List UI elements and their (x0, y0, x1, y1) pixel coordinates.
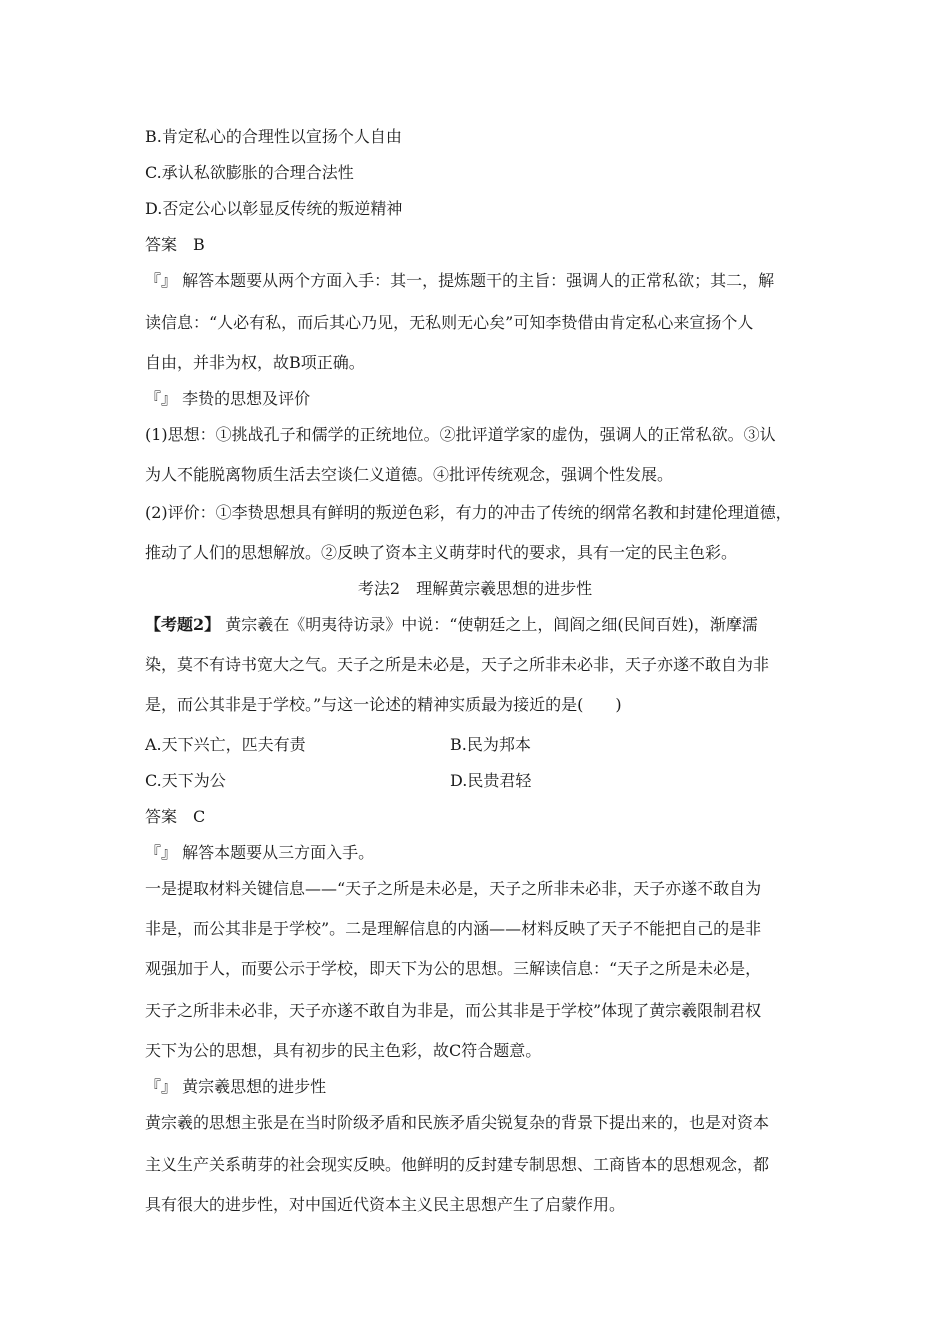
analysis-intro: 『』 解答本题要从三方面入手。 (145, 843, 375, 862)
analysis-line: 天子之所非未必非，天子亦遂不敢自为非是，而公其非是于学校”体现了黄宗羲限制君权 (145, 1001, 762, 1020)
question-stem-line: 是，而公其非是于学校。”与这一论述的精神实质最为接近的是( ) (145, 695, 622, 714)
option-a: A.天下兴亡，匹夫有责 (145, 735, 306, 754)
option-d: D.否定公心以彰显反传统的叛逆精神 (145, 199, 403, 218)
extension-line: 黄宗羲的思想主张是在当时阶级矛盾和民族矛盾尖锐复杂的背景下提出来的，也是对资本 (145, 1113, 770, 1132)
question-stem-text: 黄宗羲在《明夷待访录》中说：“使朝廷之上，闾阎之细(民间百姓)，渐摩濡 (220, 615, 758, 634)
extension-line: 为人不能脱离物质生活去空谈仁义道德。④批评传统观念，强调个性发展。 (145, 465, 674, 484)
option-c: C.天下为公 (145, 771, 226, 790)
analysis-line: 天下为公的思想，具有初步的民主色彩，故C符合题意。 (145, 1041, 542, 1060)
extension-line: 具有很大的进步性，对中国近代资本主义民主思想产生了启蒙作用。 (145, 1195, 626, 1214)
extension-line: (1)思想：①挑战孔子和儒学的正统地位。②批评道学家的虚伪，强调人的正常私欲。③认 (145, 425, 776, 444)
analysis-line: 非是，而公其非是于学校”。二是理解信息的内涵——材料反映了天子不能把自己的是非 (145, 919, 762, 938)
extension-line: (2)评价：①李贽思想具有鲜明的叛逆色彩，有力的冲击了传统的纲常名教和封建伦理道德， (145, 503, 792, 522)
options-row (145, 734, 845, 756)
extension-line: 推动了人们的思想解放。②反映了资本主义萌芽时代的要求，具有一定的民主色彩。 (145, 543, 738, 562)
options-row (145, 770, 845, 792)
option-c: C.承认私欲膨胀的合理合法性 (145, 163, 354, 182)
analysis-line: 自由，并非为权，故B项正确。 (145, 353, 365, 372)
extension-line: 主义生产关系萌芽的社会现实反映。他鲜明的反封建专制思想、工商皆本的思想观念，都 (145, 1155, 770, 1174)
option-b: B.肯定私心的合理性以宣扬个人自由 (145, 127, 402, 146)
option-d: D.民贵君轻 (450, 771, 532, 790)
section-title: 考法2 理解黄宗羲思想的进步性 (357, 579, 593, 598)
answer-line: 答案 C (145, 807, 206, 826)
answer-line: 答案 B (145, 235, 205, 254)
question-stem-line (145, 614, 758, 636)
extension-title: 『』 黄宗羲思想的进步性 (145, 1077, 327, 1096)
question-label: 【考题2】 (145, 615, 221, 634)
analysis-line: 一是提取材料关键信息——“天子之所是未必是，天子之所非未必非，天子亦遂不敢自为 (145, 879, 762, 898)
question-stem-line: 染，莫不有诗书宽大之气。天子之所是未必是，天子之所非未必非，天子亦遂不敢自为非 (145, 655, 770, 674)
option-b: B.民为邦本 (450, 735, 531, 754)
analysis-line: 『』 解答本题要从两个方面入手：其一，提炼题干的主旨：强调人的正常私欲；其二，解 (145, 271, 775, 290)
analysis-line: 观强加于人，而要公示于学校，即天下为公的思想。三解读信息：“天子之所是未必是， (145, 959, 762, 978)
extension-title: 『』 李贽的思想及评价 (145, 389, 311, 408)
analysis-line: 读信息：“人必有私，而后其心乃见，无私则无心矣”可知李贽借由肯定私心来宣扬个人 (145, 313, 754, 332)
